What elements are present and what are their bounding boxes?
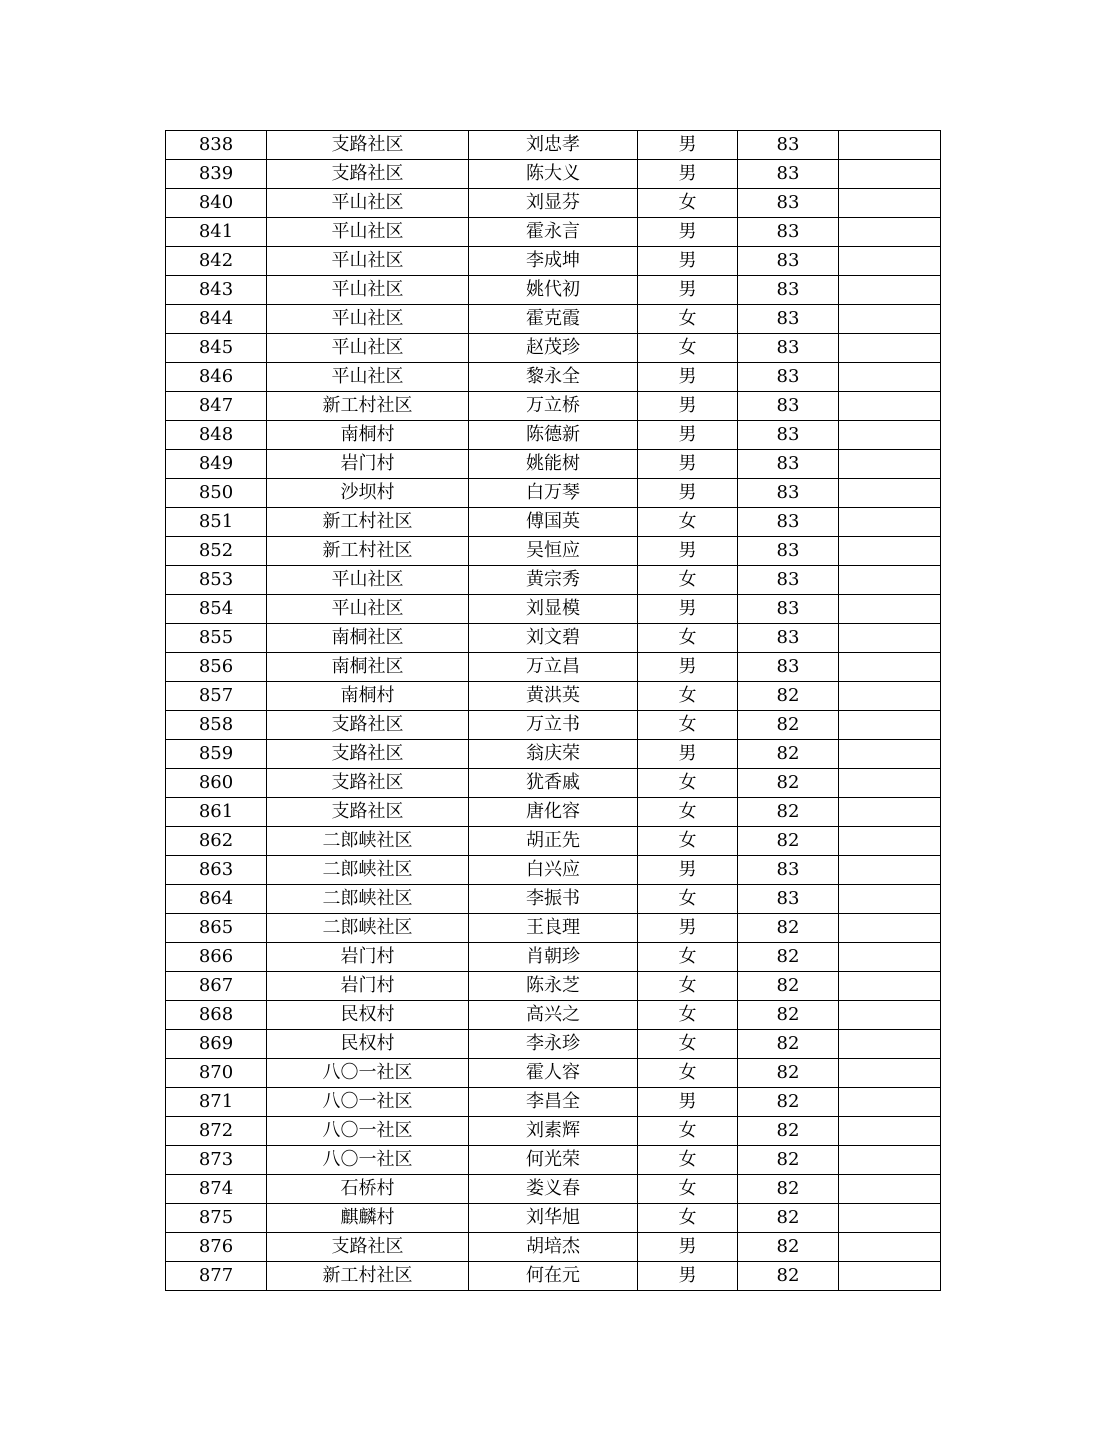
note-cell [839,1088,941,1117]
age-cell: 82 [738,1088,839,1117]
note-cell [839,769,941,798]
row-number-cell: 870 [166,1059,267,1088]
name-cell: 娄义春 [469,1175,638,1204]
table-row [166,566,941,595]
gender-cell: 男 [638,1088,738,1117]
community-cell: 平山社区 [267,247,469,276]
table-row [166,972,941,1001]
note-cell [839,537,941,566]
age-cell: 83 [738,479,839,508]
note-cell [839,798,941,827]
table-row [166,1088,941,1117]
table-row [166,1175,941,1204]
row-number-cell: 844 [166,305,267,334]
roster-body [166,131,941,1291]
name-cell: 陈永芝 [469,972,638,1001]
row-number-cell: 841 [166,218,267,247]
note-cell [839,392,941,421]
community-cell: 八〇一社区 [267,1146,469,1175]
gender-cell: 男 [638,247,738,276]
row-number-cell: 864 [166,885,267,914]
age-cell: 82 [738,943,839,972]
gender-cell: 男 [638,218,738,247]
gender-cell: 女 [638,189,738,218]
roster-table [165,130,941,1291]
community-cell: 南桐村 [267,682,469,711]
note-cell [839,624,941,653]
name-cell: 刘素辉 [469,1117,638,1146]
row-number-cell: 842 [166,247,267,276]
gender-cell: 女 [638,827,738,856]
table-row [166,1117,941,1146]
row-number-cell: 846 [166,363,267,392]
table-row [166,276,941,305]
row-number-cell: 877 [166,1262,267,1291]
name-cell: 何在元 [469,1262,638,1291]
age-cell: 82 [738,1059,839,1088]
gender-cell: 女 [638,1001,738,1030]
age-cell: 82 [738,914,839,943]
community-cell: 平山社区 [267,363,469,392]
community-cell: 岩门村 [267,972,469,1001]
table-row [166,943,941,972]
table-row [166,131,941,160]
community-cell: 岩门村 [267,450,469,479]
name-cell: 刘文碧 [469,624,638,653]
age-cell: 82 [738,972,839,1001]
age-cell: 82 [738,682,839,711]
age-cell: 83 [738,131,839,160]
name-cell: 黄洪英 [469,682,638,711]
gender-cell: 女 [638,1175,738,1204]
row-number-cell: 875 [166,1204,267,1233]
name-cell: 高兴之 [469,1001,638,1030]
table-row [166,740,941,769]
gender-cell: 男 [638,160,738,189]
row-number-cell: 858 [166,711,267,740]
community-cell: 支路社区 [267,711,469,740]
community-cell: 石桥村 [267,1175,469,1204]
name-cell: 刘忠孝 [469,131,638,160]
table-row [166,160,941,189]
name-cell: 刘显模 [469,595,638,624]
name-cell: 李永珍 [469,1030,638,1059]
age-cell: 83 [738,189,839,218]
note-cell [839,450,941,479]
name-cell: 刘华旭 [469,1204,638,1233]
gender-cell: 女 [638,1117,738,1146]
community-cell: 平山社区 [267,566,469,595]
community-cell: 平山社区 [267,595,469,624]
note-cell [839,1204,941,1233]
community-cell: 支路社区 [267,160,469,189]
gender-cell: 男 [638,653,738,682]
note-cell [839,972,941,1001]
row-number-cell: 862 [166,827,267,856]
row-number-cell: 857 [166,682,267,711]
gender-cell: 男 [638,740,738,769]
name-cell: 陈德新 [469,421,638,450]
row-number-cell: 838 [166,131,267,160]
row-number-cell: 876 [166,1233,267,1262]
name-cell: 万立桥 [469,392,638,421]
table-row [166,479,941,508]
table-row [166,653,941,682]
gender-cell: 男 [638,914,738,943]
community-cell: 新工村社区 [267,392,469,421]
note-cell [839,421,941,450]
row-number-cell: 847 [166,392,267,421]
note-cell [839,740,941,769]
community-cell: 平山社区 [267,189,469,218]
age-cell: 83 [738,392,839,421]
note-cell [839,1117,941,1146]
age-cell: 82 [738,1175,839,1204]
name-cell: 胡培杰 [469,1233,638,1262]
age-cell: 83 [738,508,839,537]
community-cell: 二郎峡社区 [267,827,469,856]
gender-cell: 女 [638,798,738,827]
row-number-cell: 868 [166,1001,267,1030]
row-number-cell: 859 [166,740,267,769]
community-cell: 二郎峡社区 [267,856,469,885]
age-cell: 82 [738,1262,839,1291]
table-row [166,508,941,537]
name-cell: 白万琴 [469,479,638,508]
row-number-cell: 866 [166,943,267,972]
age-cell: 82 [738,1117,839,1146]
age-cell: 83 [738,566,839,595]
row-number-cell: 840 [166,189,267,218]
note-cell [839,479,941,508]
name-cell: 犹香戚 [469,769,638,798]
row-number-cell: 853 [166,566,267,595]
name-cell: 霍永言 [469,218,638,247]
table-row [166,1030,941,1059]
community-cell: 支路社区 [267,740,469,769]
gender-cell: 女 [638,1030,738,1059]
row-number-cell: 873 [166,1146,267,1175]
age-cell: 83 [738,305,839,334]
gender-cell: 男 [638,595,738,624]
age-cell: 83 [738,218,839,247]
table-row [166,624,941,653]
table-row [166,247,941,276]
table-row [166,1059,941,1088]
note-cell [839,943,941,972]
gender-cell: 男 [638,450,738,479]
row-number-cell: 839 [166,160,267,189]
note-cell [839,131,941,160]
row-number-cell: 850 [166,479,267,508]
gender-cell: 男 [638,131,738,160]
age-cell: 83 [738,885,839,914]
community-cell: 南桐社区 [267,624,469,653]
note-cell [839,1233,941,1262]
table-row [166,1233,941,1262]
age-cell: 83 [738,856,839,885]
row-number-cell: 848 [166,421,267,450]
community-cell: 支路社区 [267,1233,469,1262]
age-cell: 82 [738,740,839,769]
row-number-cell: 872 [166,1117,267,1146]
gender-cell: 男 [638,276,738,305]
name-cell: 姚代初 [469,276,638,305]
community-cell: 八〇一社区 [267,1117,469,1146]
age-cell: 83 [738,653,839,682]
name-cell: 李昌全 [469,1088,638,1117]
gender-cell: 男 [638,1262,738,1291]
age-cell: 82 [738,711,839,740]
row-number-cell: 867 [166,972,267,1001]
community-cell: 八〇一社区 [267,1088,469,1117]
gender-cell: 女 [638,334,738,363]
name-cell: 何光荣 [469,1146,638,1175]
community-cell: 平山社区 [267,218,469,247]
table-row [166,334,941,363]
note-cell [839,363,941,392]
note-cell [839,218,941,247]
gender-cell: 男 [638,856,738,885]
table-row [166,537,941,566]
community-cell: 平山社区 [267,276,469,305]
row-number-cell: 860 [166,769,267,798]
note-cell [839,508,941,537]
row-number-cell: 854 [166,595,267,624]
gender-cell: 男 [638,363,738,392]
age-cell: 83 [738,247,839,276]
community-cell: 新工村社区 [267,508,469,537]
name-cell: 翁庆荣 [469,740,638,769]
gender-cell: 女 [638,885,738,914]
age-cell: 83 [738,624,839,653]
gender-cell: 女 [638,972,738,1001]
note-cell [839,827,941,856]
note-cell [839,914,941,943]
table-row [166,1204,941,1233]
gender-cell: 女 [638,769,738,798]
gender-cell: 女 [638,1146,738,1175]
note-cell [839,1001,941,1030]
name-cell: 陈大义 [469,160,638,189]
table-row [166,798,941,827]
gender-cell: 男 [638,537,738,566]
gender-cell: 女 [638,566,738,595]
name-cell: 姚能树 [469,450,638,479]
note-cell [839,711,941,740]
gender-cell: 女 [638,711,738,740]
name-cell: 万立书 [469,711,638,740]
age-cell: 83 [738,595,839,624]
name-cell: 吴恒应 [469,537,638,566]
community-cell: 麒麟村 [267,1204,469,1233]
row-number-cell: 845 [166,334,267,363]
row-number-cell: 849 [166,450,267,479]
community-cell: 岩门村 [267,943,469,972]
row-number-cell: 865 [166,914,267,943]
age-cell: 83 [738,334,839,363]
community-cell: 支路社区 [267,131,469,160]
gender-cell: 女 [638,682,738,711]
community-cell: 民权村 [267,1001,469,1030]
table-row [166,1001,941,1030]
row-number-cell: 843 [166,276,267,305]
age-cell: 82 [738,1204,839,1233]
age-cell: 83 [738,363,839,392]
name-cell: 白兴应 [469,856,638,885]
row-number-cell: 851 [166,508,267,537]
table-row [166,305,941,334]
name-cell: 霍克霞 [469,305,638,334]
age-cell: 82 [738,769,839,798]
community-cell: 南桐村 [267,421,469,450]
community-cell: 二郎峡社区 [267,914,469,943]
name-cell: 李成坤 [469,247,638,276]
age-cell: 83 [738,450,839,479]
community-cell: 民权村 [267,1030,469,1059]
row-number-cell: 869 [166,1030,267,1059]
name-cell: 傅国英 [469,508,638,537]
gender-cell: 女 [638,508,738,537]
table-row [166,827,941,856]
note-cell [839,1146,941,1175]
table-row [166,421,941,450]
note-cell [839,276,941,305]
community-cell: 二郎峡社区 [267,885,469,914]
community-cell: 新工村社区 [267,537,469,566]
table-row [166,1146,941,1175]
name-cell: 肖朝珍 [469,943,638,972]
table-row [166,189,941,218]
note-cell [839,1175,941,1204]
community-cell: 新工村社区 [267,1262,469,1291]
age-cell: 82 [738,1233,839,1262]
table-row [166,363,941,392]
row-number-cell: 861 [166,798,267,827]
table-row [166,682,941,711]
gender-cell: 男 [638,1233,738,1262]
gender-cell: 女 [638,624,738,653]
table-row [166,595,941,624]
note-cell [839,160,941,189]
gender-cell: 男 [638,392,738,421]
gender-cell: 男 [638,479,738,508]
name-cell: 万立昌 [469,653,638,682]
row-number-cell: 852 [166,537,267,566]
gender-cell: 女 [638,1059,738,1088]
gender-cell: 女 [638,1204,738,1233]
note-cell [839,247,941,276]
community-cell: 八〇一社区 [267,1059,469,1088]
age-cell: 82 [738,1001,839,1030]
row-number-cell: 856 [166,653,267,682]
community-cell: 平山社区 [267,305,469,334]
table-row [166,711,941,740]
name-cell: 霍人容 [469,1059,638,1088]
table-row [166,392,941,421]
community-cell: 南桐社区 [267,653,469,682]
table-row [166,218,941,247]
community-cell: 支路社区 [267,798,469,827]
name-cell: 胡正先 [469,827,638,856]
row-number-cell: 874 [166,1175,267,1204]
age-cell: 82 [738,827,839,856]
note-cell [839,1030,941,1059]
age-cell: 83 [738,276,839,305]
name-cell: 李振书 [469,885,638,914]
note-cell [839,566,941,595]
table-row [166,1262,941,1291]
community-cell: 支路社区 [267,769,469,798]
gender-cell: 女 [638,305,738,334]
note-cell [839,1262,941,1291]
age-cell: 82 [738,798,839,827]
table-row [166,914,941,943]
note-cell [839,1059,941,1088]
age-cell: 83 [738,537,839,566]
name-cell: 赵茂珍 [469,334,638,363]
table-row [166,769,941,798]
note-cell [839,682,941,711]
name-cell: 黄宗秀 [469,566,638,595]
gender-cell: 男 [638,421,738,450]
community-cell: 平山社区 [267,334,469,363]
gender-cell: 女 [638,943,738,972]
name-cell: 黎永全 [469,363,638,392]
note-cell [839,189,941,218]
table-row [166,450,941,479]
age-cell: 83 [738,160,839,189]
note-cell [839,653,941,682]
note-cell [839,885,941,914]
age-cell: 83 [738,421,839,450]
table-row [166,856,941,885]
name-cell: 唐化容 [469,798,638,827]
age-cell: 82 [738,1146,839,1175]
row-number-cell: 855 [166,624,267,653]
row-number-cell: 863 [166,856,267,885]
row-number-cell: 871 [166,1088,267,1117]
community-cell: 沙坝村 [267,479,469,508]
table-row [166,885,941,914]
note-cell [839,856,941,885]
note-cell [839,595,941,624]
note-cell [839,305,941,334]
note-cell [839,334,941,363]
name-cell: 王良理 [469,914,638,943]
name-cell: 刘显芬 [469,189,638,218]
age-cell: 82 [738,1030,839,1059]
